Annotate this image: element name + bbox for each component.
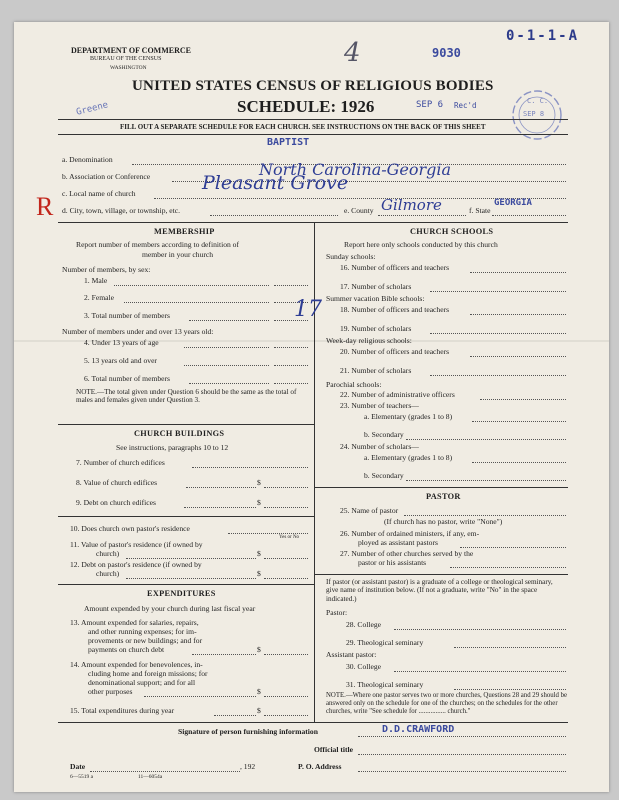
yes-no-hint: Yes or No — [279, 535, 300, 540]
denomination-value: BAPTIST — [267, 137, 310, 148]
q13-dollar: $ — [257, 645, 261, 654]
q12-dollar: $ — [257, 569, 261, 578]
q24b-label: b. Secondary — [364, 471, 404, 480]
state-label: f. State — [469, 206, 491, 215]
serial-number-stamp: 9030 — [432, 46, 461, 60]
q5-over13-label: 5. 13 years old and over — [84, 356, 157, 365]
church-name-value: Pleasant Grove — [202, 172, 349, 194]
city-label: WASHINGTON — [110, 65, 147, 71]
q20-label: 20. Number of officers and teachers — [340, 347, 450, 356]
corner-code-stamp: 0-1-1-A — [506, 28, 580, 44]
q11-value-label-cont: church) — [96, 549, 120, 558]
schools-heading: CHURCH SCHOOLS — [410, 227, 494, 236]
paper-fold — [14, 340, 609, 342]
q30-label: 30. College — [346, 662, 382, 671]
q22-label: 22. Number of administrative officers — [340, 390, 455, 399]
assistant-pastor-label: Assistant pastor: — [326, 650, 377, 659]
q3-total-label: 3. Total number of members — [84, 311, 171, 320]
q24-label: 24. Number of scholars— — [340, 442, 419, 451]
q29-label: 29. Theological seminary — [346, 638, 424, 647]
seal-letters: C. C. — [527, 97, 549, 105]
q31-label: 31. Theological seminary — [346, 680, 424, 689]
form-title: UNITED STATES CENSUS OF RELIGIOUS BODIES — [132, 78, 494, 94]
buildings-subheading: See instructions, paragraphs 10 to 12 — [116, 443, 229, 452]
sunday-schools-label: Sunday schools: — [326, 252, 376, 261]
q9-dollar: $ — [257, 498, 261, 507]
q25-label: 25. Name of pastor — [340, 506, 399, 515]
q19-label: 19. Number of scholars — [340, 324, 412, 333]
county-value: Gilmore — [381, 196, 442, 214]
instruction-line: FILL OUT A SEPARATE SCHEDULE FOR EACH CHURCH. SEE INSTRUCTIONS ON THE BACK OF THIS SHEET — [120, 123, 486, 131]
official-title-label: Official title — [314, 745, 354, 754]
census-schedule-form — [14, 22, 609, 792]
graduate-note: If pastor (or assistant pastor) is a graduate of a college or theological seminary, give name of institution below. (If not a graduate, write "No" in the space indicated.) — [326, 578, 553, 603]
members-by-sex-label: Number of members, by sex: — [62, 265, 151, 274]
q15-total-label: 15. Total expenditures during year — [70, 706, 175, 715]
city-label-d: d. City, town, village, or township, etc. — [62, 206, 181, 215]
county-stamp: Greene — [75, 100, 110, 118]
weekday-schools-label: Week-day religious schools: — [326, 336, 412, 345]
q2-female-label: 2. Female — [84, 293, 114, 302]
q7-edifices-label: 7. Number of church edifices — [76, 458, 165, 467]
year-label: , 192 — [240, 762, 256, 771]
membership-intro-1: Report number of members according to definition of — [76, 240, 240, 249]
margin-mark: R — [36, 192, 54, 221]
handwritten-number: 4 — [344, 38, 361, 68]
form-number-1: 6—5519 a — [70, 774, 94, 780]
q11-value-label: 11. Value of pastor's residence (if owned by — [70, 540, 203, 549]
q24a-label: a. Elementary (grades 1 to 8) — [364, 453, 453, 462]
q17-label: 17. Number of scholars — [340, 282, 412, 291]
state-value: GEORGIA — [494, 198, 532, 208]
association-value: North Carolina-Georgia — [259, 160, 452, 179]
q14-line2: cluding home and foreign missions; for — [88, 669, 208, 678]
q10-residence-label: 10. Does church own pastor's residence — [70, 524, 190, 533]
q13-line2: and other running expenses; for im- — [88, 627, 197, 636]
q16-label: 16. Number of officers and teachers — [340, 263, 450, 272]
received-label-stamp: Rec'd — [454, 101, 477, 110]
q9-debt-label: 9. Debt on church edifices — [76, 498, 156, 507]
expenditures-intro: Amount expended by your church during last fiscal year — [84, 604, 256, 613]
po-address-label: P. O. Address — [298, 762, 342, 771]
membership-heading: MEMBERSHIP — [154, 227, 215, 236]
q15-dollar: $ — [257, 706, 261, 715]
q13-line1: 13. Amount expended for salaries, repairs, — [70, 618, 199, 627]
denomination-label: a. Denomination — [62, 155, 113, 164]
pastor-heading: PASTOR — [426, 492, 461, 501]
form-number-2: 11—6054a — [138, 774, 163, 780]
q1-male-label: 1. Male — [84, 276, 108, 285]
q13-line4: payments on church debt — [88, 645, 165, 654]
q14-dollar: $ — [257, 687, 261, 696]
q12-debt-label: 12. Debt on pastor's residence (if owned by — [70, 560, 202, 569]
association-label: b. Association or Conference — [62, 172, 151, 181]
membership-note: NOTE.—The total given under Question 6 should be the same as the total of males and females given under Question 3. — [76, 388, 297, 405]
q18-label: 18. Number of officers and teachers — [340, 305, 450, 314]
bureau-label: BUREAU OF THE CENSUS — [90, 56, 162, 62]
received-date-stamp: SEP 6 — [416, 100, 444, 110]
q11-dollar: $ — [257, 549, 261, 558]
parochial-schools-label: Parochial schools: — [326, 380, 382, 389]
schools-intro: Report here only schools conducted by this church — [344, 240, 498, 249]
q6-total-label: 6. Total number of members — [84, 374, 171, 383]
summer-schools-label: Summer vacation Bible schools: — [326, 294, 425, 303]
q13-line3: provements or new buildings; and for — [88, 636, 203, 645]
q23a-label: a. Elementary (grades 1 to 8) — [364, 412, 453, 421]
q8-value-label: 8. Value of church edifices — [76, 478, 158, 487]
q8-dollar: $ — [257, 478, 261, 487]
q23b-label: b. Secondary — [364, 430, 404, 439]
q26-label-cont: ployed as assistant pastors — [358, 538, 438, 547]
q28-label: 28. College — [346, 620, 382, 629]
county-label: e. County — [344, 206, 374, 215]
q23-label: 23. Number of teachers— — [340, 401, 419, 410]
q3-total-value: 17 — [294, 297, 322, 322]
membership-intro-2: member in your church — [142, 250, 214, 259]
q14-line1: 14. Amount expended for benevolences, in- — [70, 660, 203, 669]
q4-under13-label: 4. Under 13 years of age — [84, 338, 159, 347]
pastor-label: Pastor: — [326, 608, 348, 617]
schedule-title: SCHEDULE: 1926 — [237, 97, 375, 116]
final-note: NOTE.—Where one pastor serves two or more churches, Questions 28 and 29 should be answered only on the schedule for one of the churches; on the schedules for the other churches, write "See schedule for ................ church." — [326, 692, 568, 715]
q14-line4: other purposes — [88, 687, 133, 696]
seal-date: SEP 8 — [523, 110, 545, 118]
q27-label-cont: pastor or his assistants — [358, 558, 427, 567]
q12-debt-label-cont: church) — [96, 569, 120, 578]
q26-label: 26. Number of ordained ministers, if any, em- — [340, 529, 480, 538]
signature-label: Signature of person furnishing information — [178, 727, 318, 736]
signature-value: D.D.CRAWFORD — [382, 724, 455, 735]
q21-label: 21. Number of scholars — [340, 366, 412, 375]
q14-line3: denominational support; and for all — [88, 678, 196, 687]
age-intro-label: Number of members under and over 13 years old: — [62, 327, 214, 336]
church-name-label: c. Local name of church — [62, 189, 136, 198]
q27-label: 27. Number of other churches served by the — [340, 549, 474, 558]
department-label: DEPARTMENT OF COMMERCE — [71, 46, 192, 55]
q25-note: (If church has no pastor, write "None") — [384, 517, 503, 526]
buildings-heading: CHURCH BUILDINGS — [134, 429, 225, 438]
date-label: Date — [70, 762, 86, 771]
expenditures-heading: EXPENDITURES — [147, 589, 216, 598]
